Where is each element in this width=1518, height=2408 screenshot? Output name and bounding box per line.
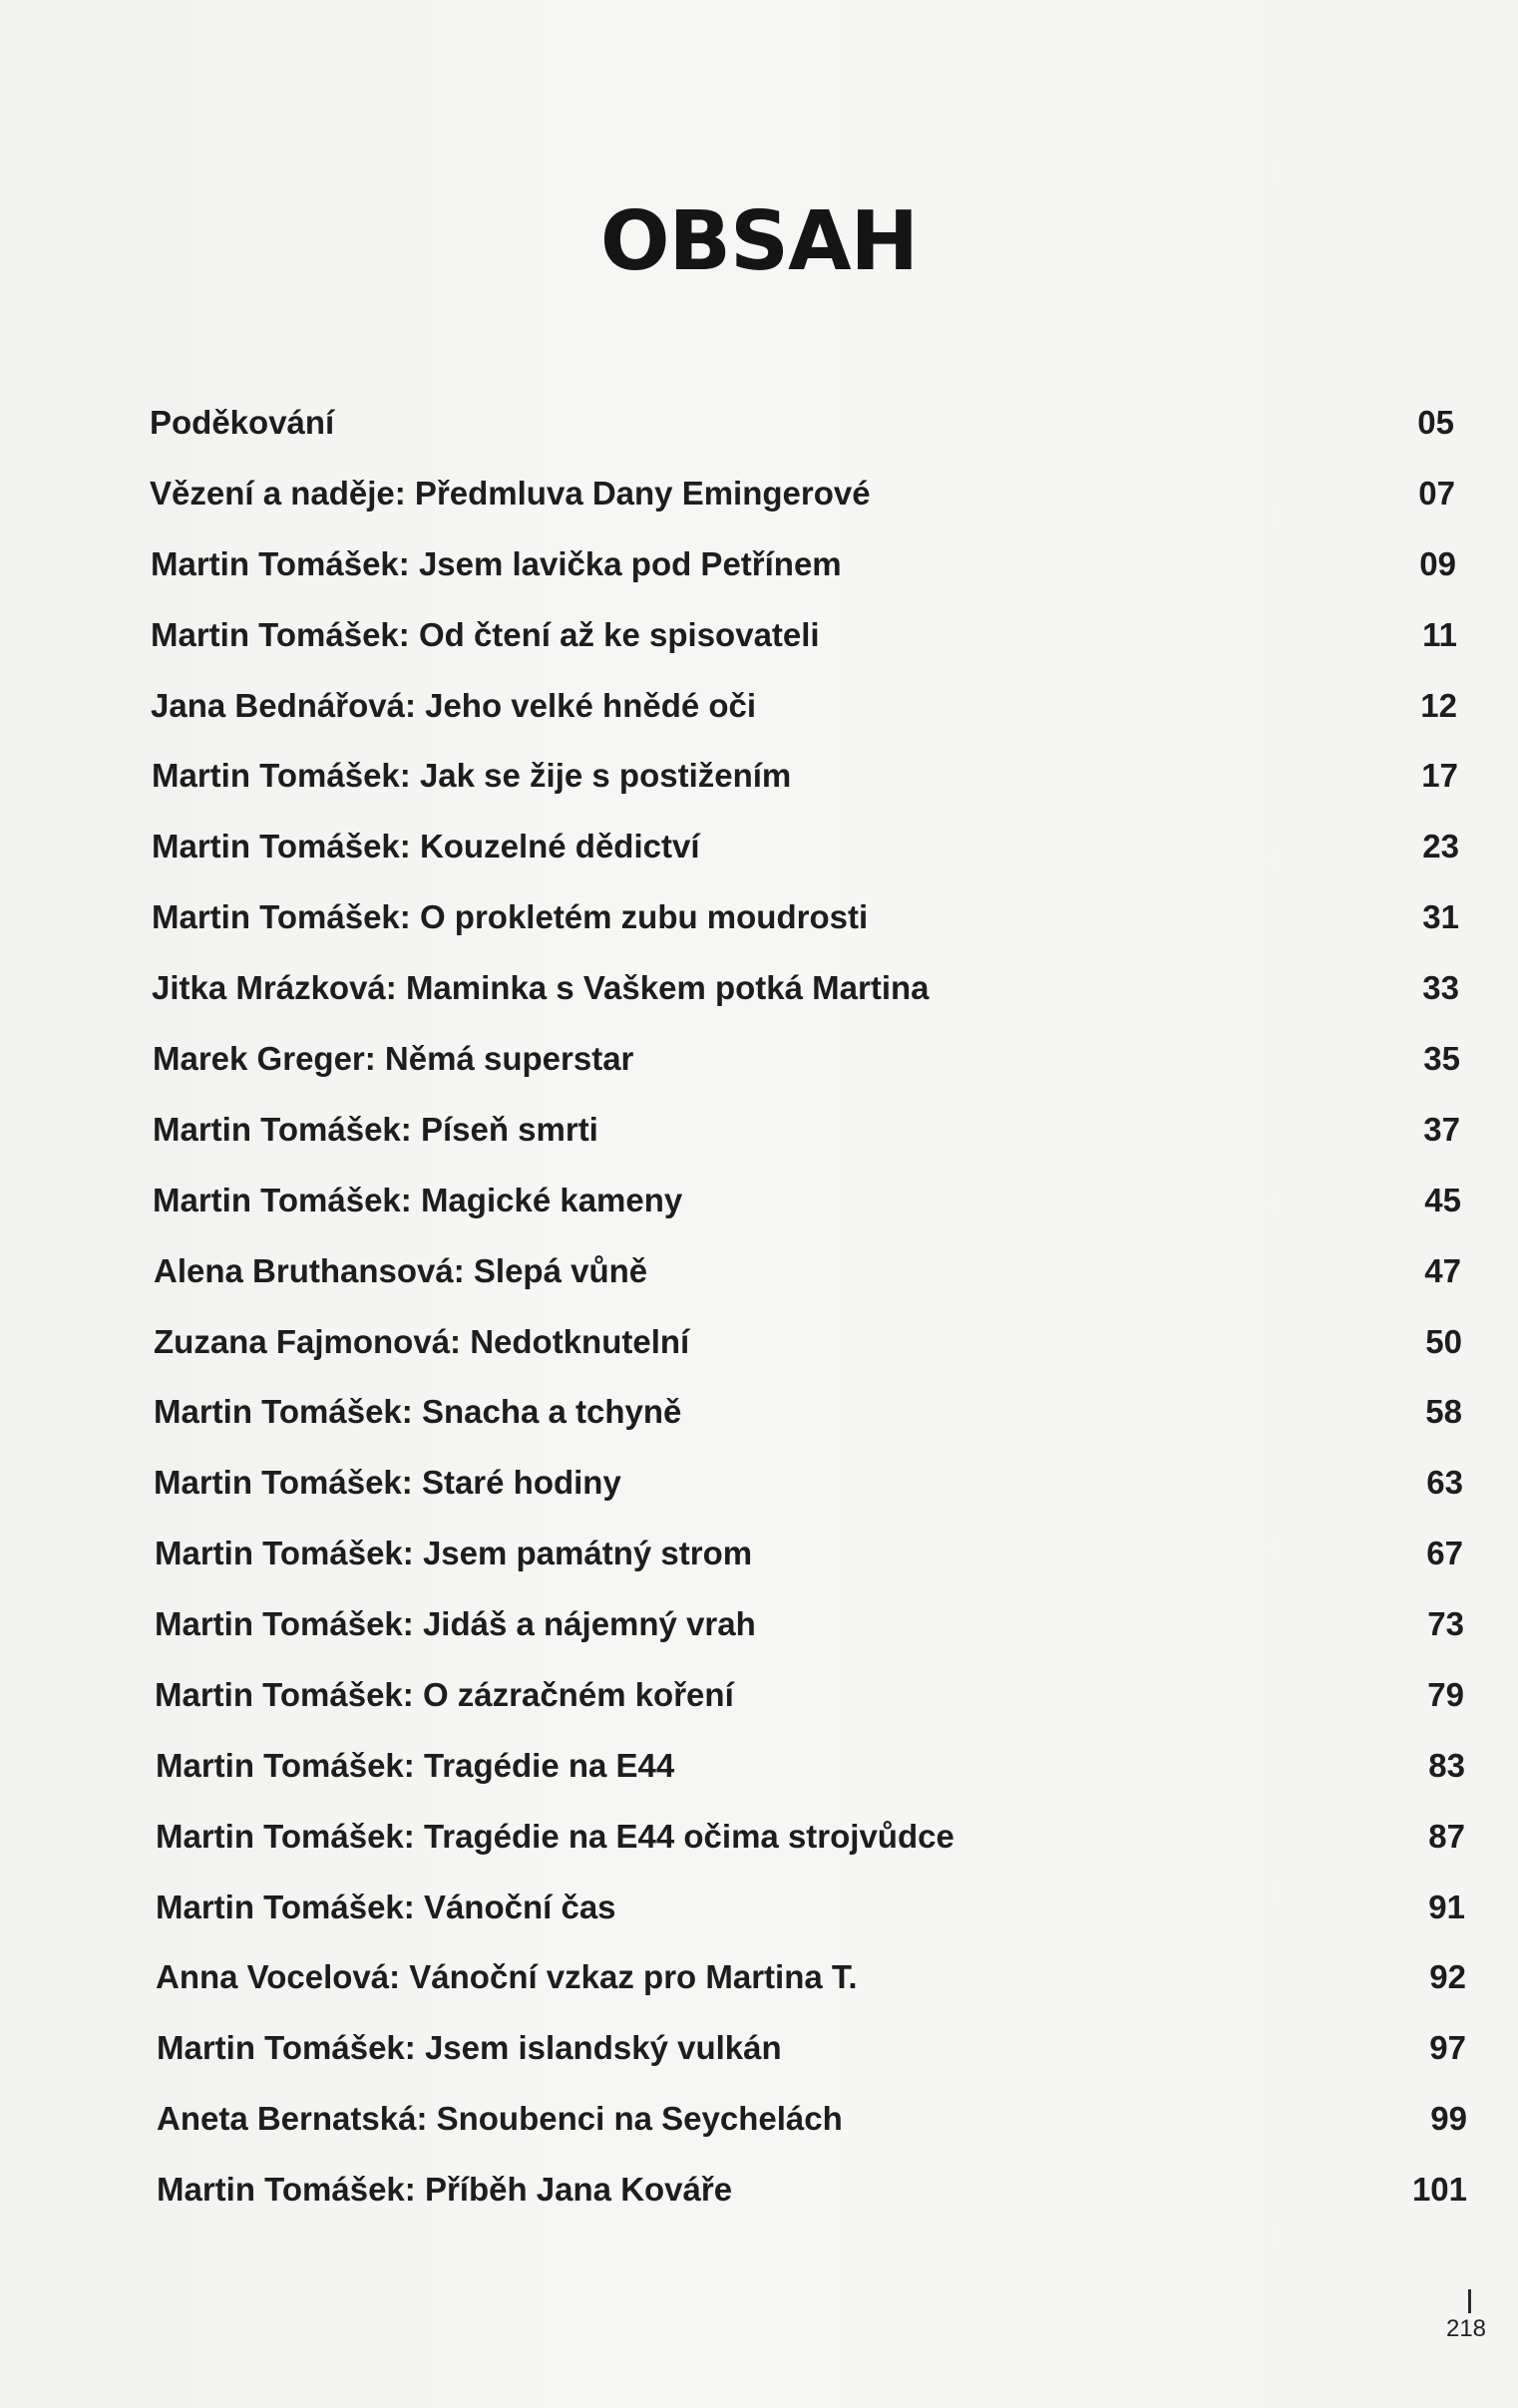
toc-entry-title: Martin Tomášek: Jsem islandský vulkán (157, 2029, 782, 2066)
toc-entry[interactable] (153, 1108, 1460, 1158)
toc-entry[interactable] (157, 2097, 1467, 2147)
toc-entry-page: 67 (1426, 1535, 1463, 1571)
toc-entry-page: 12 (1420, 687, 1457, 724)
toc-entry-title: Martin Tomášek: Tragédie na E44 (156, 1747, 675, 1784)
toc-entry[interactable] (151, 684, 1457, 734)
toc-entry-title: Martin Tomášek: Jak se žije s postižením (152, 757, 792, 794)
toc-entry[interactable] (156, 1886, 1465, 1935)
toc-entry[interactable] (154, 1320, 1462, 1370)
toc-entry[interactable] (156, 1955, 1466, 2005)
toc-entry[interactable] (157, 2168, 1467, 2218)
toc-entry[interactable] (150, 472, 1455, 521)
toc-entry-page: 63 (1426, 1464, 1463, 1501)
toc-entry[interactable] (154, 1461, 1463, 1511)
toc-entry[interactable] (155, 1532, 1463, 1581)
toc-entry[interactable] (151, 613, 1457, 663)
toc-entry-title: Martin Tomášek: Od čtení až ke spisovateli (151, 616, 820, 653)
toc-entry-title: Martin Tomášek: O prokletém zubu moudrosti (152, 898, 869, 935)
toc-entry-page: 11 (1422, 616, 1457, 653)
toc-entry-title: Poděkování (150, 404, 335, 441)
toc-entry[interactable] (154, 1249, 1461, 1299)
toc-entry-page: 73 (1427, 1605, 1464, 1642)
toc-entry-page: 45 (1424, 1182, 1461, 1218)
toc-entry[interactable] (157, 2026, 1466, 2076)
toc-entry-page: 37 (1423, 1111, 1460, 1148)
toc-entry-title: Martin Tomášek: Staré hodiny (154, 1464, 621, 1501)
toc-entry-page: 87 (1428, 1818, 1465, 1855)
toc-entry[interactable] (152, 825, 1459, 874)
folio-rule (1468, 2289, 1471, 2313)
toc-entry-title: Martin Tomášek: Vánoční čas (156, 1889, 616, 1925)
toc-entry-title: Martin Tomášek: Kouzelné dědictví (152, 828, 700, 864)
toc-entry-page: 09 (1419, 545, 1456, 582)
page-title: OBSAH (599, 194, 919, 289)
toc-entry[interactable] (153, 1037, 1460, 1087)
toc-entry-page: 33 (1422, 969, 1459, 1006)
toc-entry[interactable] (152, 754, 1458, 804)
toc-entry-title: Martin Tomášek: Tragédie na E44 očima strojvůdce (156, 1818, 954, 1855)
toc-entry[interactable] (152, 966, 1459, 1016)
toc-entry[interactable] (155, 1602, 1464, 1652)
toc-entry-page: 31 (1422, 898, 1459, 935)
toc-entry-title: Martin Tomášek: Příběh Jana Kováře (157, 2171, 733, 2208)
toc-entry-page: 17 (1421, 757, 1458, 794)
toc-entry-title: Martin Tomášek: Píseň smrti (153, 1111, 598, 1148)
toc-entry-page: 47 (1424, 1252, 1461, 1289)
toc-entry-page: 07 (1418, 475, 1455, 512)
toc-entry-page: 50 (1425, 1323, 1462, 1360)
toc-entry-page: 99 (1430, 2100, 1467, 2137)
toc-entry[interactable] (156, 1744, 1465, 1794)
toc-entry[interactable] (150, 401, 1454, 451)
toc-entry-page: 97 (1429, 2029, 1466, 2066)
toc-entry-title: Anna Vocelová: Vánoční vzkaz pro Martina T. (156, 1958, 858, 1995)
toc-entry-page: 05 (1417, 404, 1454, 441)
toc-entry-title: Vězení a naděje: Předmluva Dany Emingerové (150, 475, 871, 512)
toc-entry[interactable] (151, 542, 1456, 592)
toc-entry-page: 92 (1429, 1958, 1466, 1995)
toc-entry[interactable] (154, 1390, 1462, 1440)
toc-entry-title: Jitka Mrázková: Maminka s Vaškem potká Martina (152, 969, 930, 1006)
toc-entry-title: Martin Tomášek: Jsem lavička pod Petřínem (151, 545, 842, 582)
toc-entry[interactable] (155, 1673, 1464, 1723)
toc-entry-title: Zuzana Fajmonová: Nedotknutelní (154, 1323, 690, 1360)
toc-entry-page: 79 (1427, 1676, 1464, 1713)
toc-entry-page: 58 (1425, 1393, 1462, 1430)
toc-entry-page: 23 (1422, 828, 1459, 864)
toc-entry-page: 83 (1428, 1747, 1465, 1784)
toc-entry-title: Jana Bednářová: Jeho velké hnědé oči (151, 687, 757, 724)
toc-entry[interactable] (153, 1179, 1461, 1228)
toc-entry-page: 35 (1423, 1040, 1460, 1077)
page-number: 218 (1445, 2315, 1487, 2342)
toc-entry-title: Alena Bruthansová: Slepá vůně (154, 1252, 648, 1289)
toc-entry-title: Martin Tomášek: Snacha a tchyně (154, 1393, 682, 1430)
toc-entry-title: Martin Tomášek: Jidáš a nájemný vrah (155, 1605, 756, 1642)
toc-entry[interactable] (156, 1815, 1465, 1865)
toc-entry-title: Martin Tomášek: Jsem památný strom (155, 1535, 753, 1571)
toc-entry-title: Aneta Bernatská: Snoubenci na Seychelách (157, 2100, 843, 2137)
toc-entry-title: Martin Tomášek: Magické kameny (153, 1182, 683, 1218)
toc-entry-page: 91 (1428, 1889, 1465, 1925)
toc-entry-title: Marek Greger: Němá superstar (153, 1040, 634, 1077)
toc-entry[interactable] (152, 895, 1459, 945)
toc-entry-page: 101 (1411, 2171, 1467, 2208)
toc-entry-title: Martin Tomášek: O zázračném koření (155, 1676, 734, 1713)
